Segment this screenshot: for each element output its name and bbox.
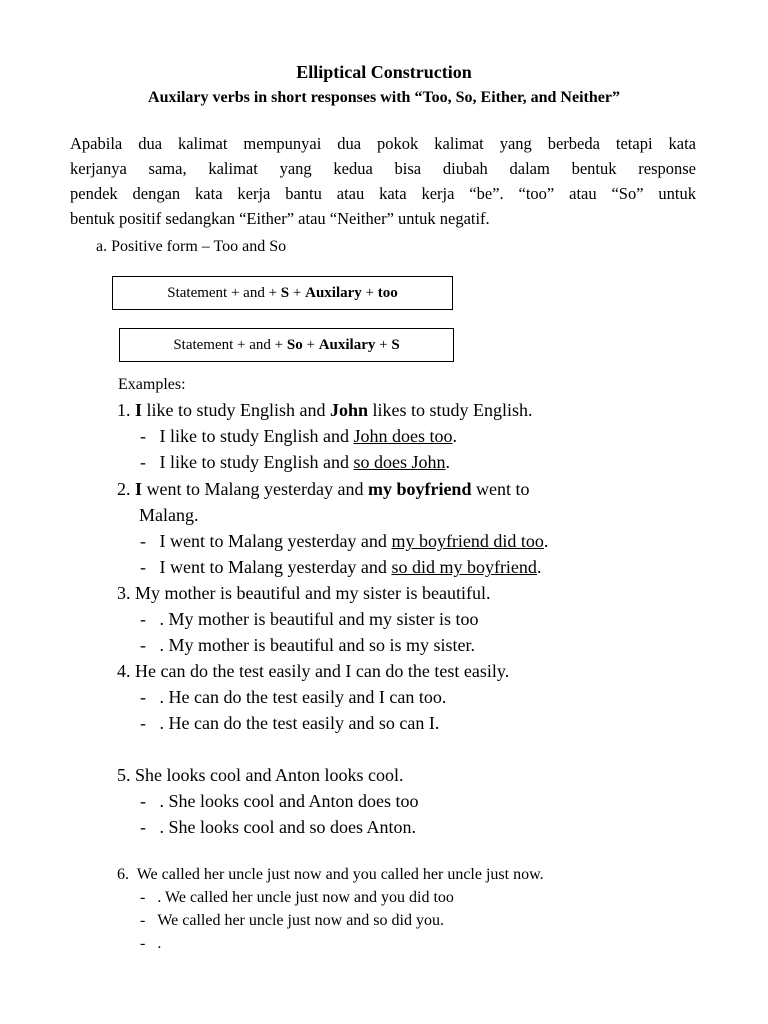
example-4: 4. He can do the test easily and I can do the test easily. — [117, 661, 510, 681]
intro-line-1: Apabila dua kalimat mempunyai dua pokok kalimat yang berbeda tetapi kata — [70, 134, 696, 153]
formula-too-box — [112, 276, 453, 310]
intro-line-3: pendek dengan kata kerja bantu atau kata kerja “be”. “too” atau “So” untuk — [70, 184, 696, 203]
example-2-response-2: - I went to Malang yesterday and so did my boyfriend. — [140, 557, 542, 577]
example-5-response-1: - . She looks cool and Anton does too — [140, 791, 419, 811]
example-1: 1. I like to study English and John likes to study English. — [117, 400, 533, 420]
example-3: 3. My mother is beautiful and my sister is beautiful. — [117, 583, 491, 603]
example-5: 5. She looks cool and Anton looks cool. — [117, 765, 404, 785]
example-2-response-1: - I went to Malang yesterday and my boyfriend did too. — [140, 531, 549, 551]
example-2: 2. I went to Malang yesterday and my boyfriend went to — [117, 479, 530, 499]
example-6-response-2: - We called her uncle just now and so did you. — [140, 912, 444, 929]
formula-so-box — [119, 328, 454, 362]
example-4-response-1: - . He can do the test easily and I can too. — [140, 687, 447, 707]
example-4-response-2: - . He can do the test easily and so can I. — [140, 713, 440, 733]
intro-line-4: bentuk positif sedangkan “Either” atau “Neither” untuk negatif. — [70, 209, 490, 228]
example-5-response-2: - . She looks cool and so does Anton. — [140, 817, 416, 837]
section-a-heading: a. Positive form – Too and So — [96, 238, 287, 255]
intro-line-2: kerjanya sama, kalimat yang kedua bisa diubah dalam bentuk response — [70, 159, 696, 178]
examples-label: Examples: — [118, 376, 186, 393]
example-6-response-3: - . — [140, 935, 162, 952]
document-title: Elliptical Construction — [296, 62, 472, 82]
intro-paragraph — [70, 131, 696, 231]
formula-text: Statement + and + So + Auxilary + S — [173, 336, 400, 353]
example-1-response-1: - I like to study English and John does too. — [140, 426, 457, 446]
document-subtitle: Auxilary verbs in short responses with “Too, So, Either, and Neither” — [148, 89, 620, 106]
example-3-response-2: - . My mother is beautiful and so is my sister. — [140, 635, 475, 655]
example-6-response-1: - . We called her uncle just now and you did too — [140, 889, 454, 906]
example-6: 6. We called her uncle just now and you called her uncle just now. — [117, 866, 544, 883]
example-3-response-1: - . My mother is beautiful and my sister is too — [140, 609, 479, 629]
formula-text: Statement + and + S + Auxilary + too — [167, 284, 398, 301]
example-1-response-2: - I like to study English and so does John. — [140, 452, 450, 472]
example-2-continued: Malang. — [139, 505, 199, 525]
